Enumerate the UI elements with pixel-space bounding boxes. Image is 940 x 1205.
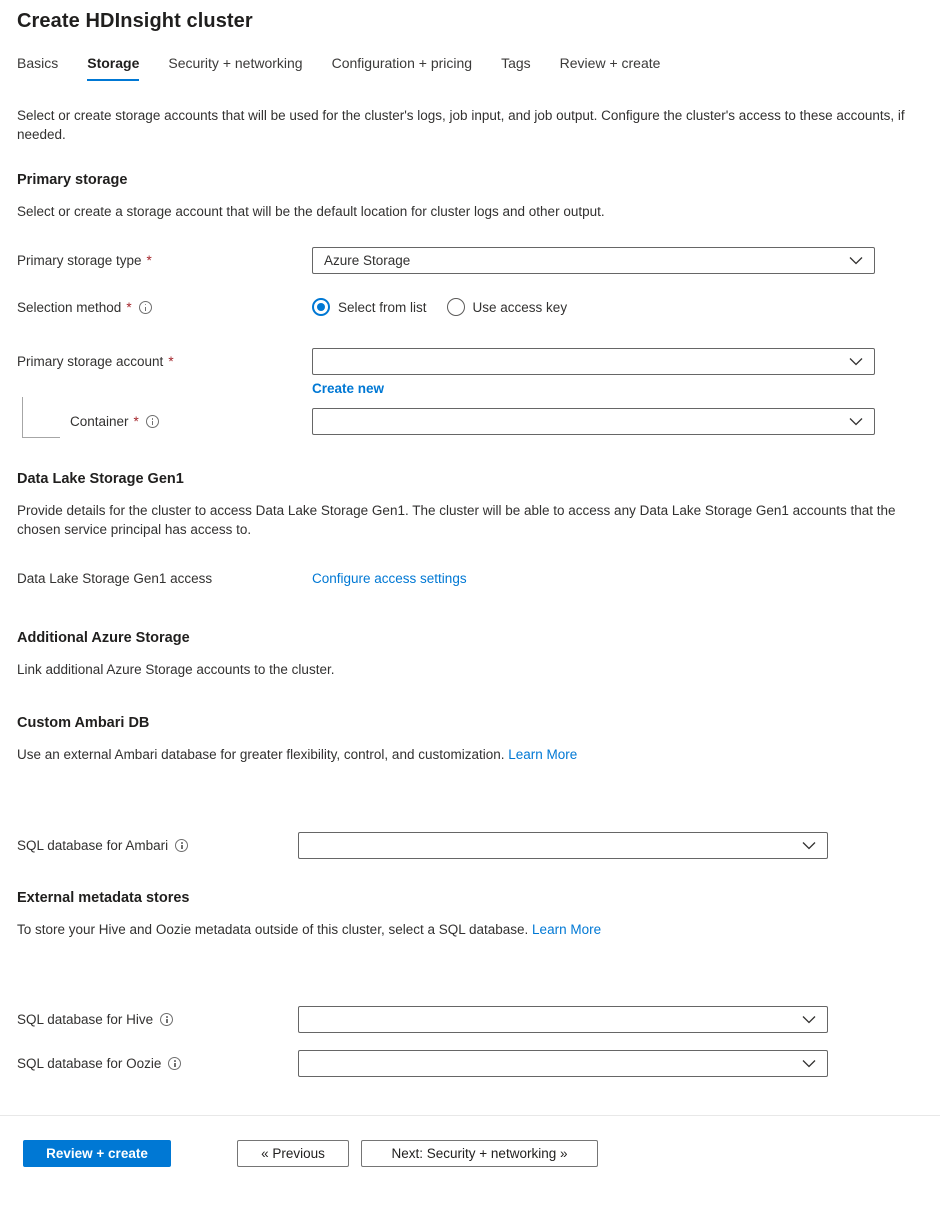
primary-storage-account-dropdown[interactable] [312,348,875,375]
tab-configuration-pricing[interactable]: Configuration + pricing [331,55,473,71]
primary-storage-type-label-cell [17,253,312,268]
primary-storage-account-label: Primary storage account [17,354,164,369]
data-lake-access-label-cell [17,571,312,586]
radio-select-from-list-label: Select from list [338,299,427,315]
chevron-down-icon [849,357,863,366]
sql-hive-row [17,1006,923,1033]
container-label-cell [17,414,312,429]
info-icon[interactable] [146,415,159,428]
tab-bar [17,55,923,81]
container-row [17,408,923,435]
page-title: Create HDInsight cluster [17,10,253,32]
sql-ambari-label-cell [17,838,298,853]
additional-storage-description: Link additional Azure Storage accounts to the cluster. [17,662,335,677]
review-create-button[interactable]: Review + create [23,1140,171,1167]
tab-review-create[interactable]: Review + create [559,55,661,71]
radio-selected-icon [312,298,330,316]
next-security-networking-button[interactable]: Next: Security + networking » [361,1140,598,1167]
external-metadata-description [17,920,897,939]
tab-tags[interactable]: Tags [501,55,531,71]
chevron-down-icon [849,256,863,265]
primary-storage-description: Select or create a storage account that will be the default location for cluster logs and other output. [17,204,605,219]
primary-storage-account-field-group [312,348,875,396]
selection-method-radio-group [312,298,587,316]
sql-hive-label: SQL database for Hive [17,1012,154,1027]
primary-storage-type-row [17,247,923,274]
sql-oozie-label-cell [17,1056,298,1071]
info-icon[interactable] [160,1013,173,1026]
data-lake-access-label: Data Lake Storage Gen1 access [17,571,213,586]
additional-storage-heading: Additional Azure Storage [17,630,190,646]
info-icon[interactable] [175,839,188,852]
required-asterisk: * [126,299,132,315]
storage-tab-intro: Select or create storage accounts that will be used for the cluster's logs, job input, and job output. Configure the cluster's access to these accounts, if needed. [17,108,905,142]
radio-select-from-list[interactable] [312,298,427,316]
data-lake-description: Provide details for the cluster to access Data Lake Storage Gen1. The cluster will be able to access any Data Lake Storage Gen1 accounts that the chosen service principal has access to. [17,503,896,537]
sql-hive-dropdown[interactable] [298,1006,828,1033]
radio-use-access-key[interactable] [447,298,568,316]
primary-storage-type-label: Primary storage type [17,253,142,268]
previous-button[interactable]: « Previous [237,1140,349,1167]
primary-storage-account-label-cell [17,348,312,375]
chevron-down-icon [802,1059,816,1068]
info-icon[interactable] [168,1057,181,1070]
required-asterisk: * [133,414,139,429]
create-new-link[interactable]: Create new [312,381,385,396]
sql-ambari-label: SQL database for Ambari [17,838,169,853]
selection-method-row [17,298,923,316]
footer-actions [17,1140,923,1167]
create-new-wrap [312,381,875,396]
container-label: Container [70,414,129,429]
sql-oozie-row [17,1050,923,1077]
radio-use-access-key-label: Use access key [472,299,568,315]
container-dropdown[interactable] [312,408,875,435]
tree-connector-line [22,397,60,438]
tab-storage[interactable]: Storage [87,55,139,81]
custom-ambari-heading: Custom Ambari DB [17,715,150,731]
sql-ambari-row [17,832,923,859]
data-lake-heading: Data Lake Storage Gen1 [17,471,184,487]
chevron-down-icon [849,417,863,426]
custom-ambari-description-text: Use an external Ambari database for greater flexibility, control, and customization. [17,747,505,762]
tab-security-networking[interactable]: Security + networking [168,55,303,71]
metadata-learn-more-link[interactable]: Learn More [532,922,602,937]
primary-storage-type-value: Azure Storage [324,253,411,268]
external-metadata-heading: External metadata stores [17,890,190,906]
required-asterisk: * [168,354,174,369]
selection-method-label-cell [17,300,312,315]
chevron-down-icon [802,1015,816,1024]
selection-method-label: Selection method [17,299,122,315]
sql-oozie-label: SQL database for Oozie [17,1056,162,1071]
sql-hive-label-cell [17,1012,298,1027]
radio-unselected-icon [447,298,465,316]
data-lake-access-row [17,571,923,586]
ambari-learn-more-link[interactable]: Learn More [508,747,578,762]
configure-access-settings-link[interactable]: Configure access settings [312,571,467,586]
sql-oozie-dropdown[interactable] [298,1050,828,1077]
tab-basics[interactable]: Basics [17,55,59,71]
primary-storage-account-row [17,348,923,396]
custom-ambari-description [17,745,897,764]
external-metadata-description-text: To store your Hive and Oozie metadata outside of this cluster, select a SQL database. [17,922,529,937]
required-asterisk: * [146,253,152,268]
sql-ambari-dropdown[interactable] [298,832,828,859]
chevron-down-icon [802,841,816,850]
primary-storage-type-dropdown[interactable] [312,247,875,274]
info-icon[interactable] [139,301,152,314]
footer-divider [0,1115,940,1116]
primary-storage-heading: Primary storage [17,172,128,188]
